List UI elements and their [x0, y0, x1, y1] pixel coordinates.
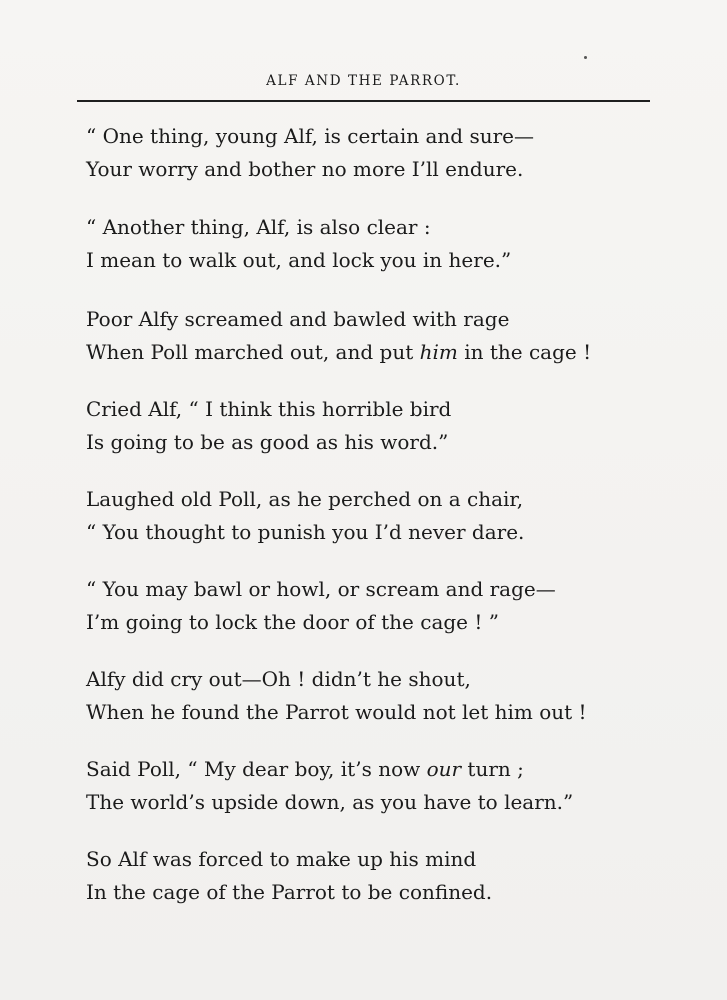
stanza-8-line-1-post: turn ;: [461, 757, 524, 781]
stanza-1-line-2: Your worry and bother no more I’ll endure.: [86, 157, 524, 181]
stanza-4-line-2: Is going to be as good as his word.”: [86, 430, 449, 454]
stanza-1-line-1: “ One thing, young Alf, is certain and sure—: [86, 124, 534, 148]
stanza-3-line-2-pre: When Poll marched out, and put: [86, 340, 420, 364]
stanza-3-line-2: [86, 336, 671, 369]
stanza-3-line-1: Poor Alfy screamed and bawled with rage: [86, 307, 510, 331]
stanza-9-line-2: In the cage of the Parrot to be confined.: [86, 880, 493, 904]
stanza-3-line-2-post: in the cage !: [457, 340, 592, 364]
stanza-2-line-2: I mean to walk out, and lock you in here.”: [86, 248, 512, 272]
stanza-6: [86, 573, 671, 639]
stanza-7: [86, 663, 671, 729]
page-speck: [584, 56, 587, 59]
stanza-1: [86, 120, 671, 186]
stanza-8-line-2: The world’s upside down, as you have to learn.”: [86, 790, 574, 814]
stanza-7-line-2: When he found the Parrot would not let him out !: [86, 700, 587, 724]
stanza-8-line-1-pre: Said Poll, “ My dear boy, it’s now: [86, 757, 427, 781]
stanza-5-line-1: Laughed old Poll, as he perched on a chair,: [86, 487, 524, 511]
stanza-5: [86, 483, 671, 549]
stanza-2: [86, 211, 671, 277]
stanza-9: [86, 843, 671, 909]
stanza-5-line-2: “ You thought to punish you I’d never dare.: [86, 520, 525, 544]
stanza-3-line-2-italic: him: [419, 340, 458, 364]
stanza-4: [86, 393, 671, 459]
stanza-3: [86, 303, 671, 369]
stanza-4-line-1: Cried Alf, “ I think this horrible bird: [86, 397, 452, 421]
stanza-6-line-2: I’m going to lock the door of the cage ! ”: [86, 610, 499, 634]
stanza-7-line-1: Alfy did cry out—Oh ! didn’t he shout,: [86, 667, 471, 691]
stanza-8-line-1-italic: our: [426, 757, 462, 781]
header-rule: [77, 100, 650, 102]
stanza-2-line-1: “ Another thing, Alf, is also clear :: [86, 215, 431, 239]
running-head: ALF AND THE PARROT.: [266, 73, 461, 89]
stanza-8: [86, 753, 671, 819]
stanza-6-line-1: “ You may bawl or howl, or scream and rage—: [86, 577, 556, 601]
stanza-9-line-1: So Alf was forced to make up his mind: [86, 847, 477, 871]
stanza-8-line-1: [86, 753, 671, 786]
